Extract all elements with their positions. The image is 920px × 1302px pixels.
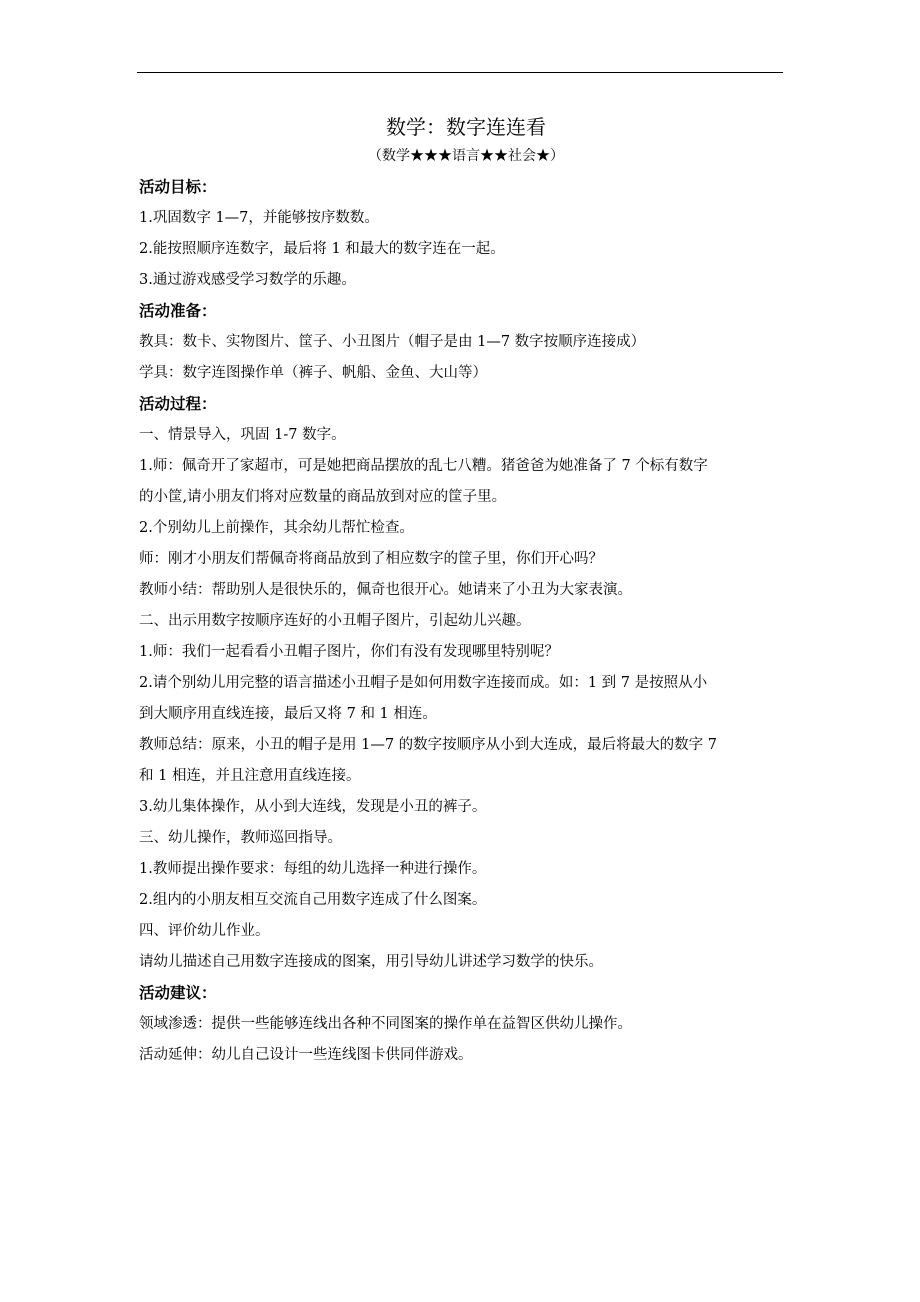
- paragraph-line: 2.能按照顺序连数字，最后将 1 和最大的数字连在一起。: [139, 241, 505, 257]
- paragraph-line: 1.师：佩奇开了家超市，可是她把商品摆放的乱七八糟。猪爸爸为她准备了 7 个标有数字: [139, 458, 708, 474]
- paragraph-line: 一、情景导入，巩固 1-7 数字。: [139, 427, 346, 443]
- paragraph-line: 3.通过游戏感受学习数学的乐趣。: [139, 272, 356, 288]
- paragraph-line: 2.个别幼儿上前操作，其余幼儿帮忙检查。: [139, 520, 414, 536]
- paragraph-line: 二、出示用数字按顺序连好的小丑帽子图片，引起幼儿兴趣。: [139, 613, 531, 629]
- paragraph-line: 三、幼儿操作，教师巡回指导。: [139, 830, 342, 846]
- paragraph-line: 到大顺序用直线连接，最后又将 7 和 1 相连。: [139, 706, 437, 722]
- paragraph-line: 的小筐,请小朋友们将对应数量的商品放到对应的筐子里。: [139, 489, 507, 505]
- paragraph-line: 2.组内的小朋友相互交流自己用数字连成了什么图案。: [139, 892, 487, 908]
- section-heading: 活动过程：: [139, 395, 217, 413]
- header-rule: [137, 72, 783, 73]
- paragraph-line: 和 1 相连，并且注意用直线连接。: [139, 768, 361, 784]
- section-heading: 活动准备：: [139, 302, 217, 320]
- paragraph-line: 学具：数字连图操作单（裤子、帆船、金鱼、大山等）: [139, 365, 487, 381]
- paragraph-line: 1.教师提出操作要求：每组的幼儿选择一种进行操作。: [139, 861, 487, 877]
- paragraph-line: 2.请个别幼儿用完整的语言描述小丑帽子是如何用数字连接而成。如：1 到 7 是按照从小: [139, 675, 708, 691]
- paragraph-line: 教师总结：原来，小丑的帽子是用 1—7 的数字按顺序从小到大连成，最后将最大的数字 7: [139, 737, 718, 753]
- paragraph-line: 师：刚才小朋友们帮佩奇将商品放到了相应数字的筐子里，你们开心吗？: [139, 551, 603, 567]
- section-heading: 活动建议：: [139, 984, 217, 1002]
- paragraph-line: 领域渗透：提供一些能够连线出各种不同图案的操作单在益智区供幼儿操作。: [139, 1016, 632, 1032]
- paragraph-line: 1.师：我们一起看看小丑帽子图片，你们有没有发现哪里特别呢？: [139, 644, 559, 660]
- paragraph-line: 1.巩固数字 1—7，并能够按序数数。: [139, 210, 379, 226]
- paragraph-line: 四、评价幼儿作业。: [139, 923, 270, 939]
- paragraph-line: 教具：数卡、实物图片、筐子、小丑图片（帽子是由 1—7 数字按顺序连接成）: [139, 334, 646, 350]
- section-heading: 活动目标：: [139, 178, 217, 196]
- paragraph-line: 教师小结：帮助别人是很快乐的，佩奇也很开心。她请来了小丑为大家表演。: [139, 582, 632, 598]
- paragraph-line: 3.幼儿集体操作，从小到大连线，发现是小丑的裤子。: [139, 799, 487, 815]
- sections-container: [139, 172, 785, 1071]
- document-subtitle: （数学★★★语言★★社会★）: [368, 148, 564, 164]
- paragraph-line: 活动延伸：幼儿自己设计一些连线图卡供同伴游戏。: [139, 1047, 473, 1063]
- paragraph-line: 请幼儿描述自己用数字连接成的图案，用引导幼儿讲述学习数学的快乐。: [139, 954, 603, 970]
- document-title: 数学：数字连连看: [386, 115, 546, 139]
- document-body: [139, 112, 785, 1071]
